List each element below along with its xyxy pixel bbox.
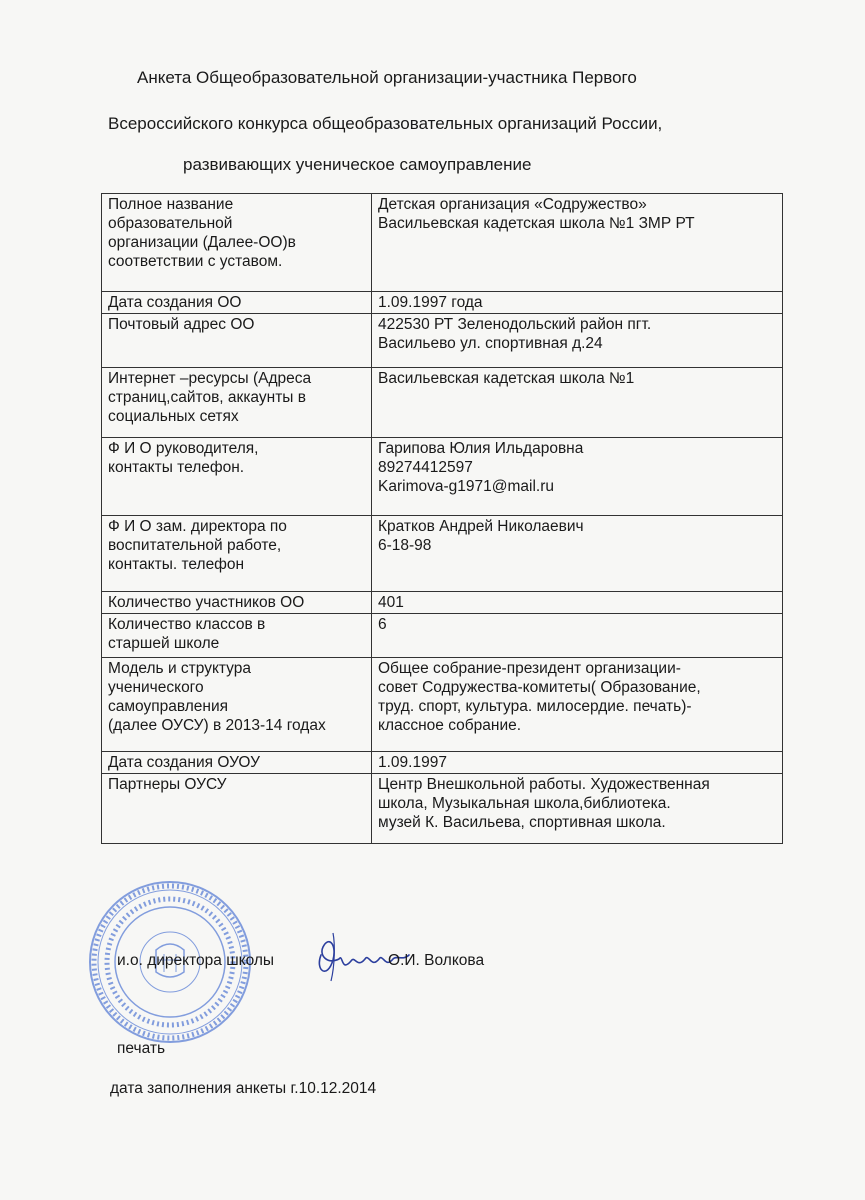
director-name: О.И. Волкова	[388, 952, 485, 969]
table-row	[102, 752, 783, 774]
table-row	[102, 516, 783, 592]
table-row	[102, 368, 783, 438]
table-row	[102, 438, 783, 516]
label-line: Дата создания ОО	[108, 294, 242, 311]
label-line: самоуправления	[108, 698, 229, 715]
row-value	[372, 658, 783, 752]
row-value	[372, 592, 783, 614]
table-row	[102, 314, 783, 368]
table-row	[102, 194, 783, 292]
director-position: и.о. директора школы	[117, 952, 275, 969]
value-line: 1.09.1997 года	[378, 294, 483, 311]
value-line: Васильевская кадетская школа №1 ЗМР РТ	[378, 215, 695, 232]
label-line: (далее ОУСУ) в 2013-14 годах	[108, 717, 326, 734]
value-line: Гарипова Юлия Ильдаровна	[378, 440, 584, 457]
label-line: образовательной	[108, 215, 233, 232]
row-label	[102, 314, 372, 368]
row-label	[102, 614, 372, 658]
label-line: воспитательной работе,	[108, 537, 282, 554]
value-line: 89274412597	[378, 459, 473, 476]
value-line: школа, Музыкальная школа,библиотека.	[378, 795, 671, 812]
row-label	[102, 592, 372, 614]
table-row	[102, 292, 783, 314]
label-line: Партнеры ОУСУ	[108, 776, 227, 793]
stamp-label: печать	[117, 1040, 166, 1057]
row-value	[372, 194, 783, 292]
row-label	[102, 292, 372, 314]
value-line: 6	[378, 616, 387, 633]
row-value	[372, 292, 783, 314]
value-line: Васильево ул. спортивная д.24	[378, 335, 603, 352]
row-value	[372, 314, 783, 368]
row-value	[372, 752, 783, 774]
value-line: 6-18-98	[378, 537, 432, 554]
value-line: классное собрание.	[378, 717, 522, 734]
table-row	[102, 592, 783, 614]
signature-row	[117, 952, 484, 970]
title-line-1: Анкета Общеобразовательной организации-участника Первого	[137, 68, 637, 87]
label-line: Количество классов в	[108, 616, 266, 633]
row-label	[102, 194, 372, 292]
label-line: Почтовый адрес ОО	[108, 316, 255, 333]
row-value	[372, 614, 783, 658]
table-row	[102, 774, 783, 844]
value-line: Karimova-g1971@mail.ru	[378, 478, 554, 495]
row-value	[372, 516, 783, 592]
label-line: Модель и структура	[108, 660, 251, 677]
value-line: Кратков Андрей Николаевич	[378, 518, 584, 535]
value-line: 422530 РТ Зеленодольский район пгт.	[378, 316, 652, 333]
value-line: 1.09.1997	[378, 754, 447, 771]
label-line: ученического	[108, 679, 204, 696]
title-line-2: Всероссийского конкурса общеобразовательных организаций России,	[108, 114, 663, 133]
title-line-3: развивающих ученическое самоуправление	[183, 155, 532, 174]
value-line: 401	[378, 594, 404, 611]
row-label	[102, 658, 372, 752]
label-line: Количество участников ОО	[108, 594, 305, 611]
value-line: музей К. Васильева, спортивная школа.	[378, 814, 666, 831]
row-label	[102, 774, 372, 844]
label-line: Ф И О руководителя,	[108, 440, 259, 457]
label-line: организации (Далее-ОО)в	[108, 234, 296, 251]
table-row	[102, 614, 783, 658]
fill-date: дата заполнения анкеты г.10.12.2014	[110, 1080, 377, 1097]
value-line: Центр Внешкольной работы. Художественная	[378, 776, 710, 793]
row-value	[372, 438, 783, 516]
row-label	[102, 368, 372, 438]
label-line: контакты. телефон	[108, 556, 245, 573]
row-label	[102, 438, 372, 516]
label-line: соответствии с уставом.	[108, 253, 283, 270]
value-line: труд. спорт, культура. милосердие. печать)-	[378, 698, 692, 715]
label-line: Ф И О зам. директора по	[108, 518, 287, 535]
label-line: Дата создания ОУОУ	[108, 754, 260, 771]
label-line: Полное название	[108, 196, 234, 213]
value-line: Общее собрание-президент организации-	[378, 660, 681, 677]
row-value	[372, 368, 783, 438]
label-line: старшей школе	[108, 635, 220, 652]
questionnaire-table	[101, 193, 783, 844]
value-line: Детская организация «Содружество»	[378, 196, 647, 213]
label-line: Интернет –ресурсы (Адреса	[108, 370, 312, 387]
label-line: страниц,сайтов, аккаунты в	[108, 389, 306, 406]
row-value	[372, 774, 783, 844]
value-line: Васильевская кадетская школа №1	[378, 370, 635, 387]
row-label	[102, 516, 372, 592]
value-line: совет Содружества-комитеты( Образование,	[378, 679, 701, 696]
label-line: социальных сетях	[108, 408, 239, 425]
row-label	[102, 752, 372, 774]
table-row	[102, 658, 783, 752]
label-line: контакты телефон.	[108, 459, 245, 476]
